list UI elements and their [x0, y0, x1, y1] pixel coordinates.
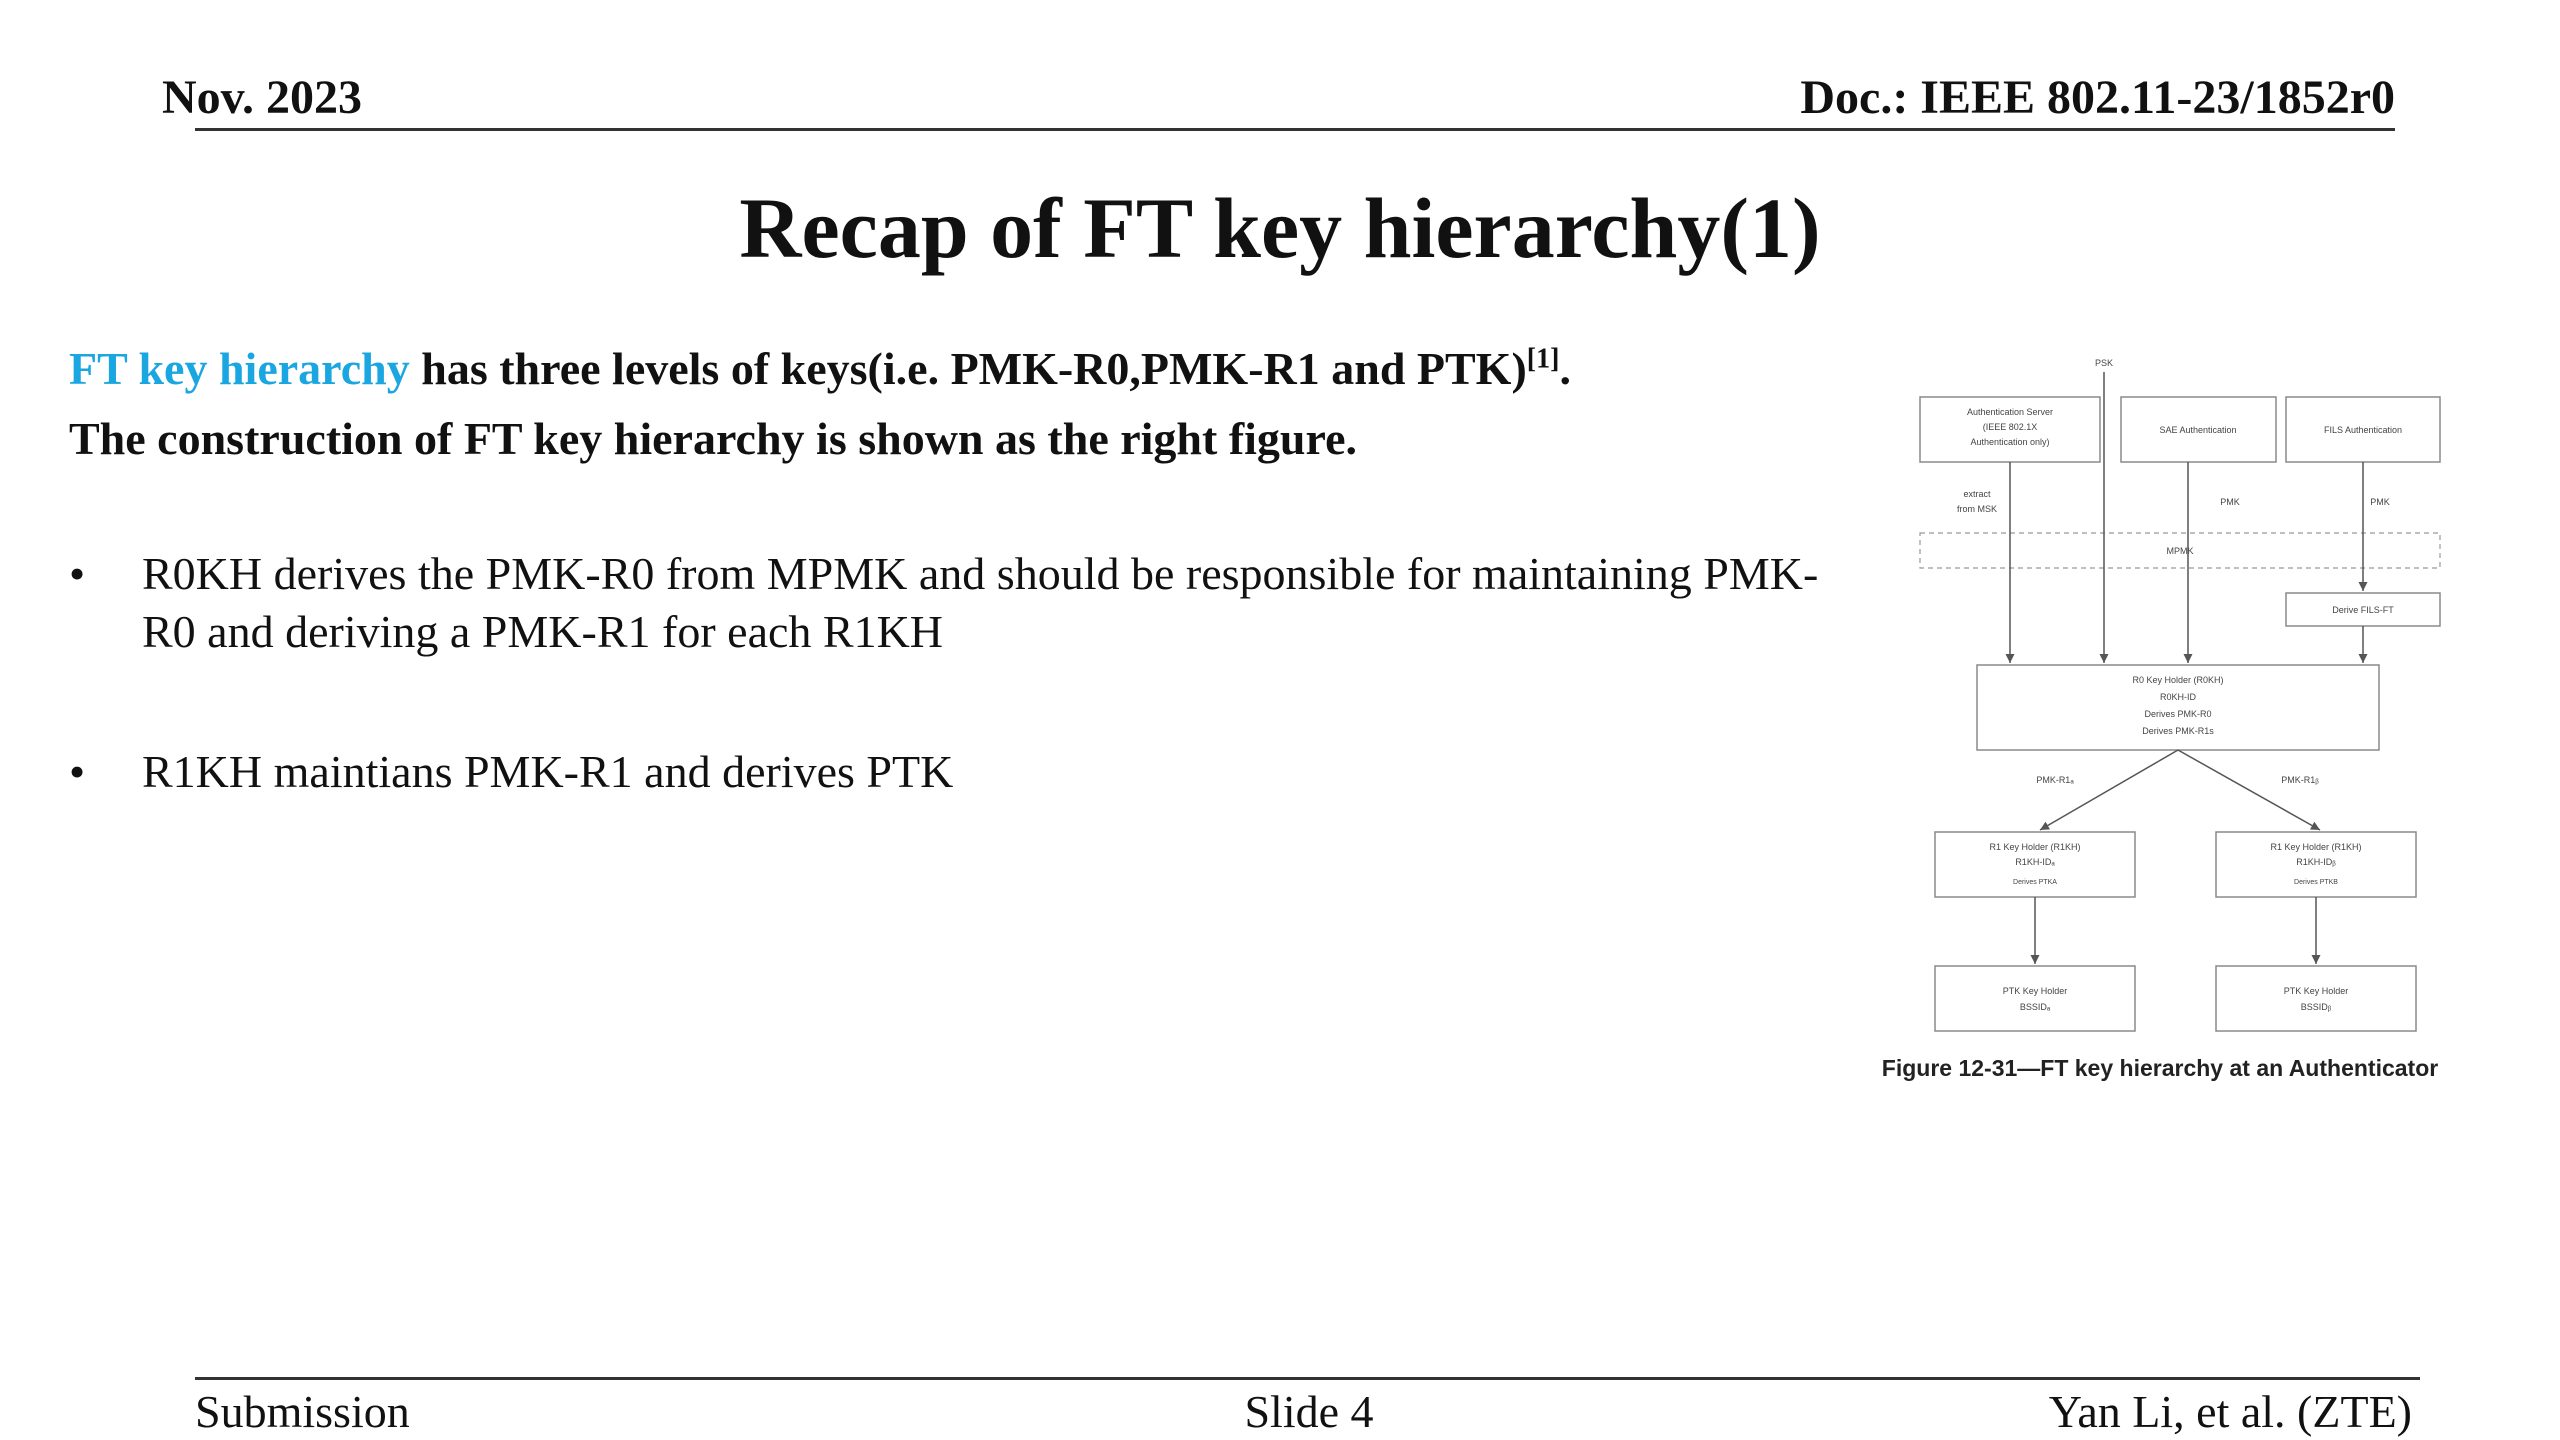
extract-label-line2: from MSK [1956, 504, 1998, 514]
intro-line1-end: . [1559, 343, 1571, 394]
extract-label-line1: extract [1963, 489, 1991, 499]
arrow-r0kh-to-r1kh-a [2040, 750, 2178, 830]
ptk-holder-b-line1: PTK Key Holder [2283, 986, 2349, 996]
pmk-r1a-label: PMK-R1ₐ [2036, 775, 2074, 785]
footer-rule [195, 1377, 2420, 1380]
auth-server-line3: Authentication only) [1970, 437, 2050, 447]
bullet-list [69, 545, 1829, 883]
figure-caption: Figure 12-31—FT key hierarchy at an Authenticator [1881, 1055, 2439, 1081]
footer-author: Yan Li, et al. (ZTE) [2048, 1386, 2412, 1437]
footer-submission: Submission [195, 1386, 410, 1437]
arrow-r0kh-to-r1kh-b [2178, 750, 2320, 830]
bullet-marker: • [69, 746, 86, 797]
intro-line-2: The construction of FT key hierarchy is shown as the right figure. [69, 413, 1358, 464]
r1kh-b-line2: R1KH-IDᵦ [2296, 857, 2336, 867]
header-date: Nov. 2023 [162, 71, 363, 124]
r1kh-a-line1: R1 Key Holder (R1KH) [1989, 842, 2081, 852]
intro-line1-rest: has three levels of keys(i.e. PMK-R0,PMK-R1 and PTK) [409, 343, 1527, 394]
bullet-text: R0KH derives the PMK-R0 from MPMK and should be responsible for maintaining PMK-R0 and deriving a PMK-R1 for each R1KH [142, 548, 1819, 657]
ft-key-hierarchy-figure [1840, 350, 2480, 1090]
bullet-text: R1KH maintians PMK-R1 and derives PTK [142, 746, 954, 797]
r0kh-line3: Derives PMK-R0 [2144, 709, 2212, 719]
bullet-item [69, 743, 1829, 801]
r1kh-a-line2: R1KH-IDₐ [2015, 857, 2055, 867]
r1kh-b-line1: R1 Key Holder (R1KH) [2270, 842, 2362, 852]
r1kh-a-line3: Derives PTKA [2013, 879, 2057, 886]
ptk-holder-a-box [1935, 966, 2135, 1031]
intro-reference: [1] [1526, 343, 1560, 375]
ft-key-hierarchy-diagram [1840, 350, 2480, 1050]
psk-label: PSK [2094, 358, 2114, 368]
footer-slide-number: Slide 4 [1244, 1386, 1374, 1437]
r1kh-b-line3: Derives PTKB [2294, 879, 2338, 886]
mpmk-label: MPMK [2166, 546, 2194, 556]
derive-fils-ft-label: Derive FILS-FT [2332, 605, 2394, 615]
auth-server-line2: (IEEE 802.1X [1982, 422, 2038, 432]
intro-highlight: FT key hierarchy [69, 343, 410, 394]
bullet-marker: • [69, 548, 86, 599]
r0kh-line1: R0 Key Holder (R0KH) [2132, 675, 2224, 685]
auth-server-line1: Authentication Server [1966, 407, 2054, 417]
sae-auth-label: SAE Authentication [2159, 425, 2237, 435]
intro-line-1 [69, 334, 1829, 404]
bullet-item [69, 545, 1829, 661]
header-doc-id: Doc.: IEEE 802.11-23/1852r0 [1800, 71, 2395, 124]
pmk-label-fils: PMK [2370, 497, 2390, 507]
ptk-holder-a-line2: BSSIDₐ [2019, 1002, 2051, 1012]
ptk-holder-a-line1: PTK Key Holder [2002, 986, 2068, 996]
pmk-label-sae: PMK [2220, 497, 2240, 507]
pmk-r1b-label: PMK-R1ᵦ [2281, 775, 2319, 785]
ptk-holder-b-line2: BSSIDᵦ [2300, 1002, 2332, 1012]
header-rule [195, 128, 2395, 131]
ptk-holder-b-box [2216, 966, 2416, 1031]
r0kh-line2: R0KH-ID [2159, 692, 2197, 702]
r0kh-line4: Derives PMK-R1s [2142, 726, 2214, 736]
intro-text [69, 334, 1829, 474]
slide-title: Recap of FT key hierarchy(1) [739, 180, 1821, 276]
fils-auth-label: FILS Authentication [2323, 425, 2403, 435]
